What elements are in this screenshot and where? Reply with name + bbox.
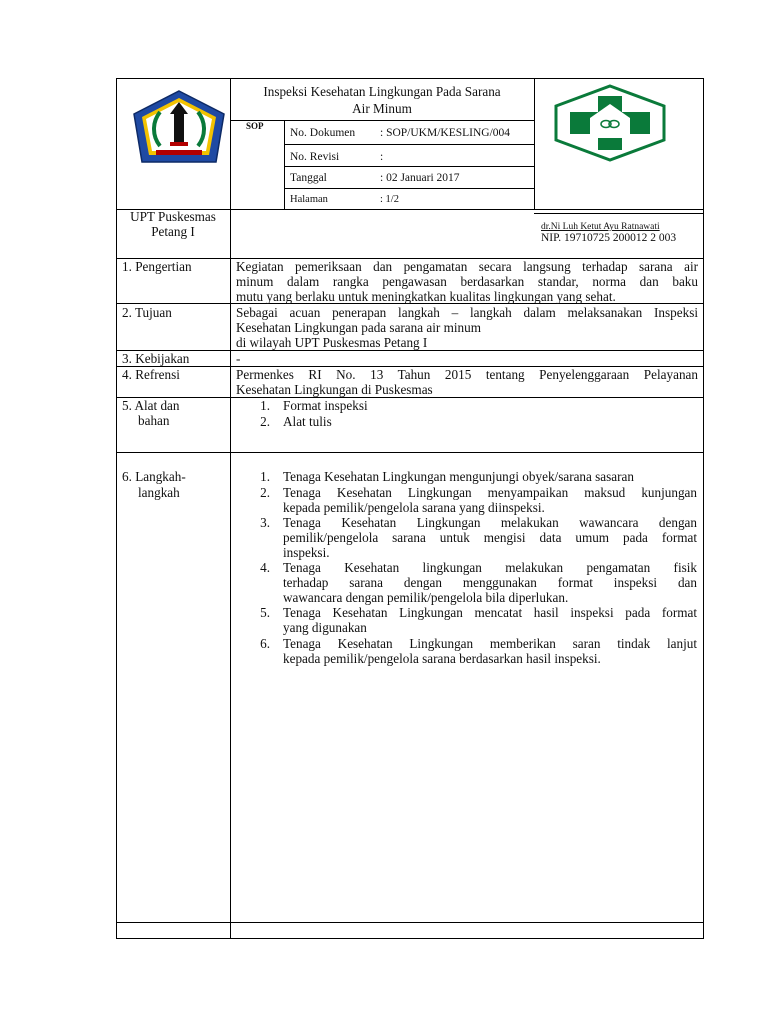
step-text-line: kepada pemilik/pengelola sarana berdasarkan hasil inspeksi. [283, 651, 601, 666]
step-text-line: wawancara dengan pemilik/pengelola bila diperlukan. [283, 590, 569, 605]
step-number: 5. [260, 605, 270, 620]
section-label-referensi: 4. Refrensi [122, 367, 180, 382]
field-label-no-dokumen: No. Dokumen [290, 127, 356, 139]
step-number: 6. [260, 636, 270, 651]
signatory-name: dr.Ni Luh Ketut Ayu Ratnawati [541, 222, 660, 232]
referensi-text-line2: Kesehatan Lingkungan di Puskesmas [236, 382, 433, 397]
alat-item-number: 1. [260, 398, 270, 413]
tujuan-text-line3: di wilayah UPT Puskesmas Petang I [236, 335, 428, 350]
step-text-line: Tenaga Kesehatan Lingkungan mengunjungi obyek/sarana sasaran [283, 469, 634, 484]
section-label-alat-line2: bahan [138, 413, 170, 428]
org-name-line2: Petang I [151, 224, 195, 239]
step-text-line: kepada pemilik/pengelola sarana yang diinspeksi. [283, 500, 545, 515]
field-value-halaman: : 1/2 [380, 194, 399, 205]
field-label-tanggal: Tanggal [290, 172, 327, 184]
section-label-alat-line1: 5. Alat dan [122, 398, 180, 413]
pengertian-text-line3: mutu yang berlaku untuk meningkatkan kualitas lingkungan yang sehat. [236, 289, 616, 304]
sop-label: SOP [246, 121, 264, 131]
section-label-tujuan: 2. Tujuan [122, 305, 172, 320]
alat-item-number: 2. [260, 414, 270, 429]
section-label-kebijakan: 3. Kebijakan [122, 351, 190, 366]
field-label-halaman: Halaman [290, 194, 328, 205]
regency-shield-logo [130, 88, 228, 168]
step-text-line: Tenaga Kesehatan lingkungan melakukan pengamatan fisik [283, 560, 697, 575]
step-number: 1. [260, 469, 270, 484]
kebijakan-value: - [236, 351, 241, 366]
step-number: 3. [260, 515, 270, 530]
pengertian-text-line1: Kegiatan pemeriksaan dan pengamatan secara langsung terhadap sarana air [236, 259, 698, 274]
document-title-line2: Air Minum [352, 101, 412, 116]
referensi-text-line1: Permenkes RI No. 13 Tahun 2015 tentang Penyelenggaraan Pelayanan [236, 367, 698, 382]
document-title-line1: Inspeksi Kesehatan Lingkungan Pada Sarana [263, 84, 501, 99]
step-text-line: terhadap sarana dengan menggunakan format inspeksi dan [283, 575, 697, 590]
alat-item-text: Format inspeksi [283, 398, 368, 413]
step-text-line: Tenaga Kesehatan Lingkungan menyampaikan maksud kunjungan [283, 485, 697, 500]
org-name-line1: UPT Puskesmas [130, 209, 216, 224]
field-value-tanggal: : 02 Januari 2017 [380, 172, 460, 184]
step-number: 2. [260, 485, 270, 500]
field-value-no-revisi: : [380, 151, 384, 163]
field-label-no-revisi: No. Revisi [290, 151, 340, 163]
field-value-no-dokumen: : SOP/UKM/KESLING/004 [380, 127, 511, 139]
signatory-nip: NIP. 19710725 200012 2 003 [541, 232, 677, 244]
section-label-langkah-line2: langkah [138, 485, 180, 500]
section-label-langkah-line1: 6. Langkah- [122, 469, 186, 484]
step-text-line: Tenaga Kesehatan Lingkungan memberikan saran tindak lanjut [283, 636, 697, 651]
tujuan-text-line1: Sebagai acuan penerapan langkah – langkah dalam melaksanakan Inspeksi [236, 305, 698, 320]
step-text-line: pemilik/pengelola sarana untuk mengisi data umum pada format [283, 530, 697, 545]
puskesmas-logo [552, 82, 668, 162]
step-text-line: inspeksi. [283, 545, 330, 560]
step-text-line: Tenaga Kesehatan Lingkungan mencatat hasil inspeksi pada format [283, 605, 697, 620]
step-number: 4. [260, 560, 270, 575]
tujuan-text-line2: Kesehatan Lingkungan pada sarana air minum [236, 320, 481, 335]
pengertian-text-line2: minum dalam rangka pengawasan berdasarkan standar, norma dan baku [236, 274, 698, 289]
section-label-pengertian: 1. Pengertian [122, 259, 192, 274]
step-text-line: Tenaga Kesehatan Lingkungan melakukan wawancara dengan [283, 515, 697, 530]
step-text-line: yang digunakan [283, 620, 367, 635]
alat-item-text: Alat tulis [283, 414, 332, 429]
